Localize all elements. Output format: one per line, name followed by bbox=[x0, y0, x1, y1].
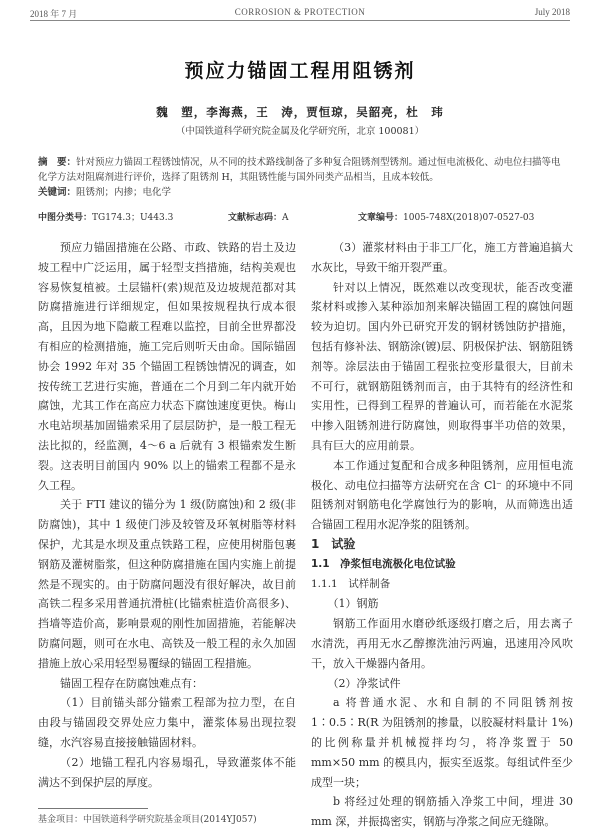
list-item: （1）钢筋 bbox=[327, 597, 379, 611]
subsection-heading: 1.1 净浆恒电流极化电位试验 bbox=[311, 557, 456, 570]
keywords-line bbox=[38, 185, 562, 200]
article-no-value: 1005-748X(2018)07-0527-03 bbox=[403, 213, 535, 223]
paragraph: 钢筋工作面用水磨砂纸逐级打磨之后，用去离子水清洗，再用无水乙醇擦洗油污两遍，迅速用冷风吹干，放入干燥器内备用。 bbox=[311, 617, 573, 670]
abstract-text: 针对预应力锚固工程锈蚀情况，从不同的技术路线制备了多种复合阻锈剂型锈剂。通过恒电流极化、动电位扫描等电化学方法对阻腐剂进行评价，选择了阻锈剂 H，其阻锈性能与国外同类产品相当，且成本较低。 bbox=[38, 157, 561, 183]
section-heading: 1 试验 bbox=[311, 536, 356, 551]
article-no-label: 文章编号： bbox=[358, 213, 404, 223]
abstract-label: 摘 要： bbox=[38, 157, 77, 168]
header-journal: CORROSION & PROTECTION bbox=[234, 7, 366, 17]
author-list: 魏 塑，李海燕，王 涛，贾恒琼，吴韶亮，杜 玮 bbox=[156, 105, 444, 119]
abstract bbox=[38, 155, 562, 200]
article-title: 预应力锚固工程用阻锈剂 bbox=[184, 60, 416, 82]
document-code bbox=[228, 210, 289, 223]
paragraph: （1）目前锚头部分锚索工程部为拉力型，在自由段与锚固段交界处应力集中，灌浆体易出现拉裂缝，水汽容易直接接触锚固材料。 bbox=[38, 696, 296, 749]
paragraph: （3）灌浆材料由于非工厂化，施工方普遍追搞大水灰比，导致干缩开裂严重。 bbox=[311, 241, 573, 274]
paragraph: 本工作通过复配和合成多种阻锈剂，应用恒电流极化、动电位扫描等方法研究在含 Cl⁻ 的环境中不同阻锈剂对钢筋电化学腐蚀行为的影响，从而筛选出适合锚固工程用水泥净浆的阻锈剂。 bbox=[311, 458, 573, 532]
paragraph: （2）地锚工程孔内容易塌孔，导致灌浆体不能满达不到保护层的厚度。 bbox=[38, 755, 296, 789]
abstract-body bbox=[38, 155, 562, 185]
left-column bbox=[38, 238, 296, 792]
paragraph: 针对以上情况，既然难以改变现状，能否改变灌浆材料或掺入某种添加剂来解决锚固工程的腐蚀问题较为迫切。国内外已研究开发的钢材锈蚀防护措施，包括有修补法、钢筋涂(镀)层、阴极保护法、钢筋阻锈剂等。涂层法由于锚固工程张拉变形量很大，目前未不可行，就钢筋阻锈剂而言，由于其特有的经济性和实用性，已得到工程界的普遍认可，而若能在水泥浆中掺入阻锈剂进行防腐蚀，则取得事半功倍的效果，具有巨大的应用前景。 bbox=[311, 280, 573, 452]
header-date-en: July 2018 bbox=[534, 7, 570, 17]
paragraph: b 将经过处理的钢筋插入净浆工中间，埋进 30 mm 深，并振捣密实，钢筋与净浆之间应无缝隙。 bbox=[311, 795, 573, 829]
footnote: 基金项目：中国铁道科学研究院基金项目(2014YJ057) bbox=[38, 815, 257, 825]
clc-value: TG174.3；U443.3 bbox=[92, 213, 174, 223]
subsubsection-heading: 1.1.1 试样制备 bbox=[311, 577, 391, 590]
article-number bbox=[358, 210, 534, 223]
affiliation: （中国铁道科学研究院金属及化学研究所，北京 100081） bbox=[175, 126, 425, 137]
paragraph: 关于 FTI 建议的锚分为 1 级(防腐蚀)和 2 级(非防腐蚀)，其中 1 级使门涉及较管及环氧树脂等材料保护，尤其是水坝及重点铁路工程，应使用树脂包裹钢筋及灌树脂浆，但这种防腐措施在国内实施上前提然是不现实的。由于防腐问题没有很好解决，故目前高铁二程多采用普通抗滑桩(比锚索桩造价高很多)、挡墙等造价高，影响景观的刚性加固措施，若能解决防腐问题，则可在水电、高铁及一般工程的永久加固措施上放心采用轻型易覆绿的锚固工程措施。 bbox=[38, 498, 296, 670]
paragraph: a 将普通水泥、水和自制的不同阻锈剂按 1∶0.5∶R(R 为阻锈剂的掺量，以胶凝材料量计 1%)的比例称量并机械搅拌均匀，将净浆置于 50 mm×50 mm 的模具内，振实至返浆。每组试件至少成型一块； bbox=[311, 696, 573, 789]
paragraph: 预应力锚固措施在公路、市政、铁路的岩土及边坡工程中广泛运用，属于轻型支挡措施，结构美观也容易恢复植被。土层锚杆(索)规范及边坡规范都对其防腐措施进行详细规定，但如果按规程执行成本很高，且因为地下隐蔽工程难以监控，目前全世界都没有相应的检测措施，施工完后则听天由命。国际锚固协会 1992 年对 35 个锚固工程锈蚀情况的调查，如按传统工艺进行实施，普通在二个月到二年内就开始腐蚀，尤其工作在高应力状态下腐蚀速度更快。梅山水电站坝基加固锚索采用了层层防护，是一般工程无法比拟的，经监测，4～6 a 后就有 3 根锚索发生断裂。这表明目前国内 90% 以上的锚索工程都不是永久工程。 bbox=[38, 241, 296, 492]
paragraph: 锚固工程存在防腐蚀难点有： bbox=[60, 676, 203, 690]
doc-code-value: A bbox=[282, 213, 289, 223]
keywords-label: 关键词： bbox=[38, 187, 77, 198]
header-date: 2018 年 7 月 bbox=[30, 9, 78, 19]
clc-label: 中图分类号： bbox=[38, 213, 93, 223]
keywords: 阻锈剂；内掺；电化学 bbox=[76, 187, 172, 198]
doc-code-label: 文献标志码： bbox=[228, 213, 283, 223]
running-header bbox=[30, 6, 570, 21]
footnote-divider bbox=[38, 808, 148, 809]
clc-number bbox=[38, 210, 173, 223]
right-column bbox=[311, 238, 573, 832]
list-item: （2）净浆试件 bbox=[327, 676, 401, 690]
